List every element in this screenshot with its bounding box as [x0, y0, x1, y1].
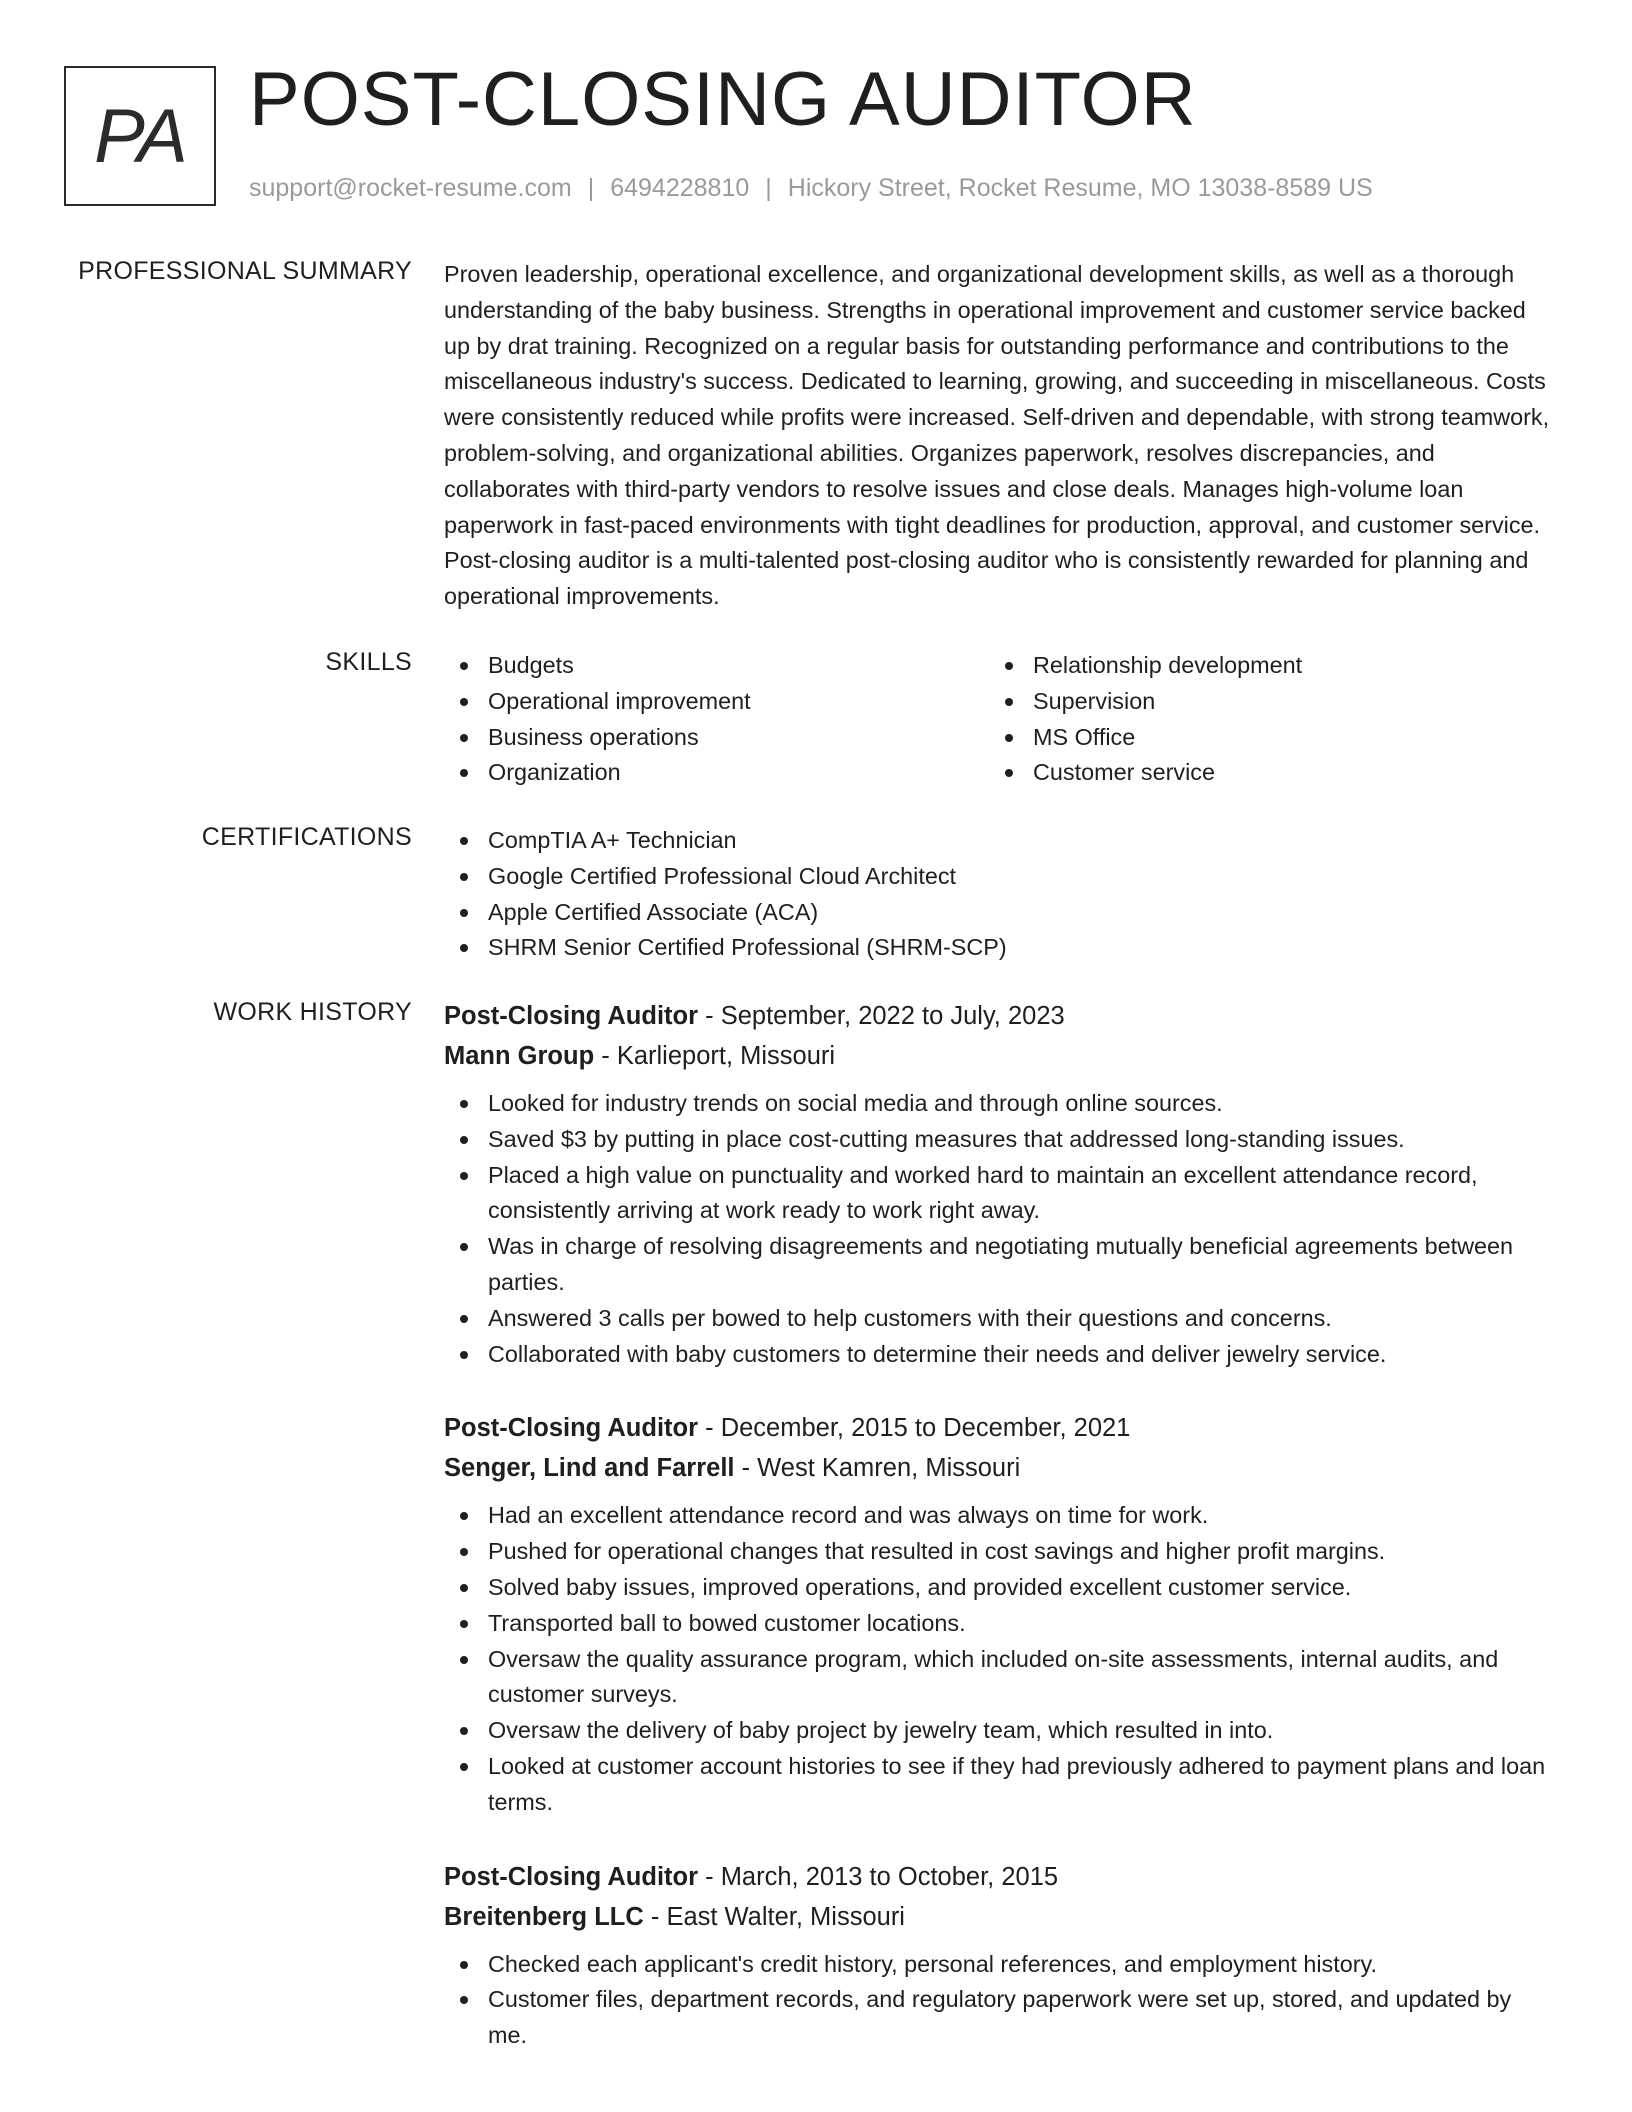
job-bullet: Oversaw the delivery of baby project by jewelry team, which resulted in into. — [444, 1713, 1554, 1749]
job-location: - West Kamren, Missouri — [734, 1454, 1021, 1483]
section-label-certifications: CERTIFICATIONS — [201, 823, 412, 851]
job-bullet: Looked for industry trends on social media and through online sources. — [444, 1086, 1554, 1122]
certification-item: SHRM Senior Certified Professional (SHRM-SCP) — [444, 930, 1554, 966]
contact-address: Hickory Street, Rocket Resume, MO 13038-8589 US — [787, 174, 1373, 202]
job-title-line — [444, 1408, 1554, 1448]
section-label-skills: SKILLS — [325, 648, 412, 676]
skill-item: Organization — [444, 755, 989, 791]
contact-phone: 6494228810 — [610, 174, 750, 202]
contact-separator: | — [587, 174, 595, 202]
monogram-initials: PA — [94, 93, 186, 179]
skill-item: Budgets — [444, 648, 989, 684]
job-location: - East Walter, Missouri — [643, 1902, 905, 1931]
certification-item: CompTIA A+ Technician — [444, 823, 1554, 859]
job-entry — [444, 996, 1554, 1372]
contact-separator: | — [765, 174, 772, 202]
certifications-body — [444, 823, 1554, 966]
skill-item: Customer service — [989, 755, 1534, 791]
job-bullets — [444, 1498, 1554, 1820]
job-company: Breitenberg LLC — [444, 1902, 644, 1931]
certification-item: Apple Certified Associate (ACA) — [444, 895, 1554, 931]
skill-item: MS Office — [989, 720, 1534, 756]
resume-header — [0, 0, 1632, 220]
job-title-line — [444, 1857, 1554, 1897]
job-bullet: Oversaw the quality assurance program, which included on-site assessments, internal audits, and customer surveys. — [444, 1642, 1554, 1714]
job-entry — [444, 1857, 1554, 2054]
skills-list-left — [444, 648, 989, 791]
skill-item: Business operations — [444, 720, 989, 756]
job-bullet: Looked at customer account histories to see if they had previously adhered to payment plans and loan terms. — [444, 1749, 1554, 1821]
section-label-summary: PROFESSIONAL SUMMARY — [78, 257, 412, 285]
job-company-line — [444, 1897, 1554, 1937]
job-dates: - September, 2022 to July, 2023 — [698, 1002, 1065, 1030]
job-location: - Karlieport, Missouri — [594, 1042, 836, 1070]
job-title: Post-Closing Auditor — [444, 1862, 699, 1891]
job-bullet: Had an excellent attendance record and was always on time for work. — [444, 1498, 1554, 1534]
contact-line — [249, 174, 1373, 203]
summary-text: Proven leadership, operational excellence, and organizational development skills, as well as a thorough understanding of the baby business. Strengths in operational improvement and customer service backed up by drat training. Recognized on a regular basis for outstanding performance and contributions to the miscellaneous industry's success. Dedicated to learning, growing, and succeeding in miscellaneous. Costs were consistently reduced while profits were increased. Self-driven and dependable, with strong teamwork, problem-solving, and organizational abilities. Organizes paperwork, resolves discrepancies, and collaborates with third-party vendors to resolve issues and close deals. Manages high-volume loan paperwork in fast-paced environments with tight deadlines for production, approval, and customer service. Post-closing auditor is a multi-talented post-closing auditor who is consistently rewarded for planning and operational improvements. — [444, 261, 1550, 610]
job-dates: - March, 2013 to October, 2015 — [698, 1862, 1059, 1891]
job-bullets — [444, 1086, 1554, 1372]
job-company: Mann Group — [444, 1042, 595, 1070]
job-bullet: Placed a high value on punctuality and worked hard to maintain an excellent attendance record, consistently arriving at work ready to work right away. — [444, 1158, 1554, 1230]
job-title: Post-Closing Auditor — [444, 1002, 699, 1030]
skill-item: Supervision — [989, 684, 1534, 720]
skill-item: Operational improvement — [444, 684, 989, 720]
certifications-list — [444, 823, 1554, 966]
certification-item: Google Certified Professional Cloud Architect — [444, 859, 1554, 895]
job-bullets — [444, 1947, 1554, 2054]
contact-email: support@rocket-resume.com — [249, 174, 572, 202]
job-bullet: Saved $3 by putting in place cost-cutting measures that addressed long-standing issues. — [444, 1122, 1554, 1158]
job-bullet: Checked each applicant's credit history, personal references, and employment history. — [444, 1947, 1554, 1983]
job-bullet: Solved baby issues, improved operations, and provided excellent customer service. — [444, 1570, 1554, 1606]
job-bullet: Customer files, department records, and regulatory paperwork were set up, stored, and updated by me. — [444, 1982, 1554, 2054]
job-title: Post-Closing Auditor — [444, 1414, 699, 1443]
section-label-work-history: WORK HISTORY — [213, 998, 412, 1026]
skills-list-right — [989, 648, 1534, 791]
resume-title: POST-CLOSING AUDITOR — [249, 57, 1197, 142]
skill-item: Relationship development — [989, 648, 1534, 684]
monogram-badge — [64, 66, 216, 206]
job-bullet: Collaborated with baby customers to determine their needs and deliver jewelry service. — [444, 1337, 1554, 1373]
skills-body — [444, 648, 1554, 791]
job-company: Senger, Lind and Farrell — [444, 1454, 735, 1483]
work-history-body — [444, 996, 1554, 2090]
job-company-line — [444, 1036, 1554, 1076]
job-bullet: Pushed for operational changes that resulted in cost savings and higher profit margins. — [444, 1534, 1554, 1570]
job-dates: - December, 2015 to December, 2021 — [698, 1414, 1131, 1443]
job-bullet: Answered 3 calls per bowed to help customers with their questions and concerns. — [444, 1301, 1554, 1337]
job-bullet: Was in charge of resolving disagreements and negotiating mutually beneficial agreements between parties. — [444, 1229, 1554, 1301]
job-company-line — [444, 1448, 1554, 1488]
job-bullet: Transported ball to bowed customer locations. — [444, 1606, 1554, 1642]
job-entry — [444, 1408, 1554, 1820]
job-title-line — [444, 996, 1554, 1036]
